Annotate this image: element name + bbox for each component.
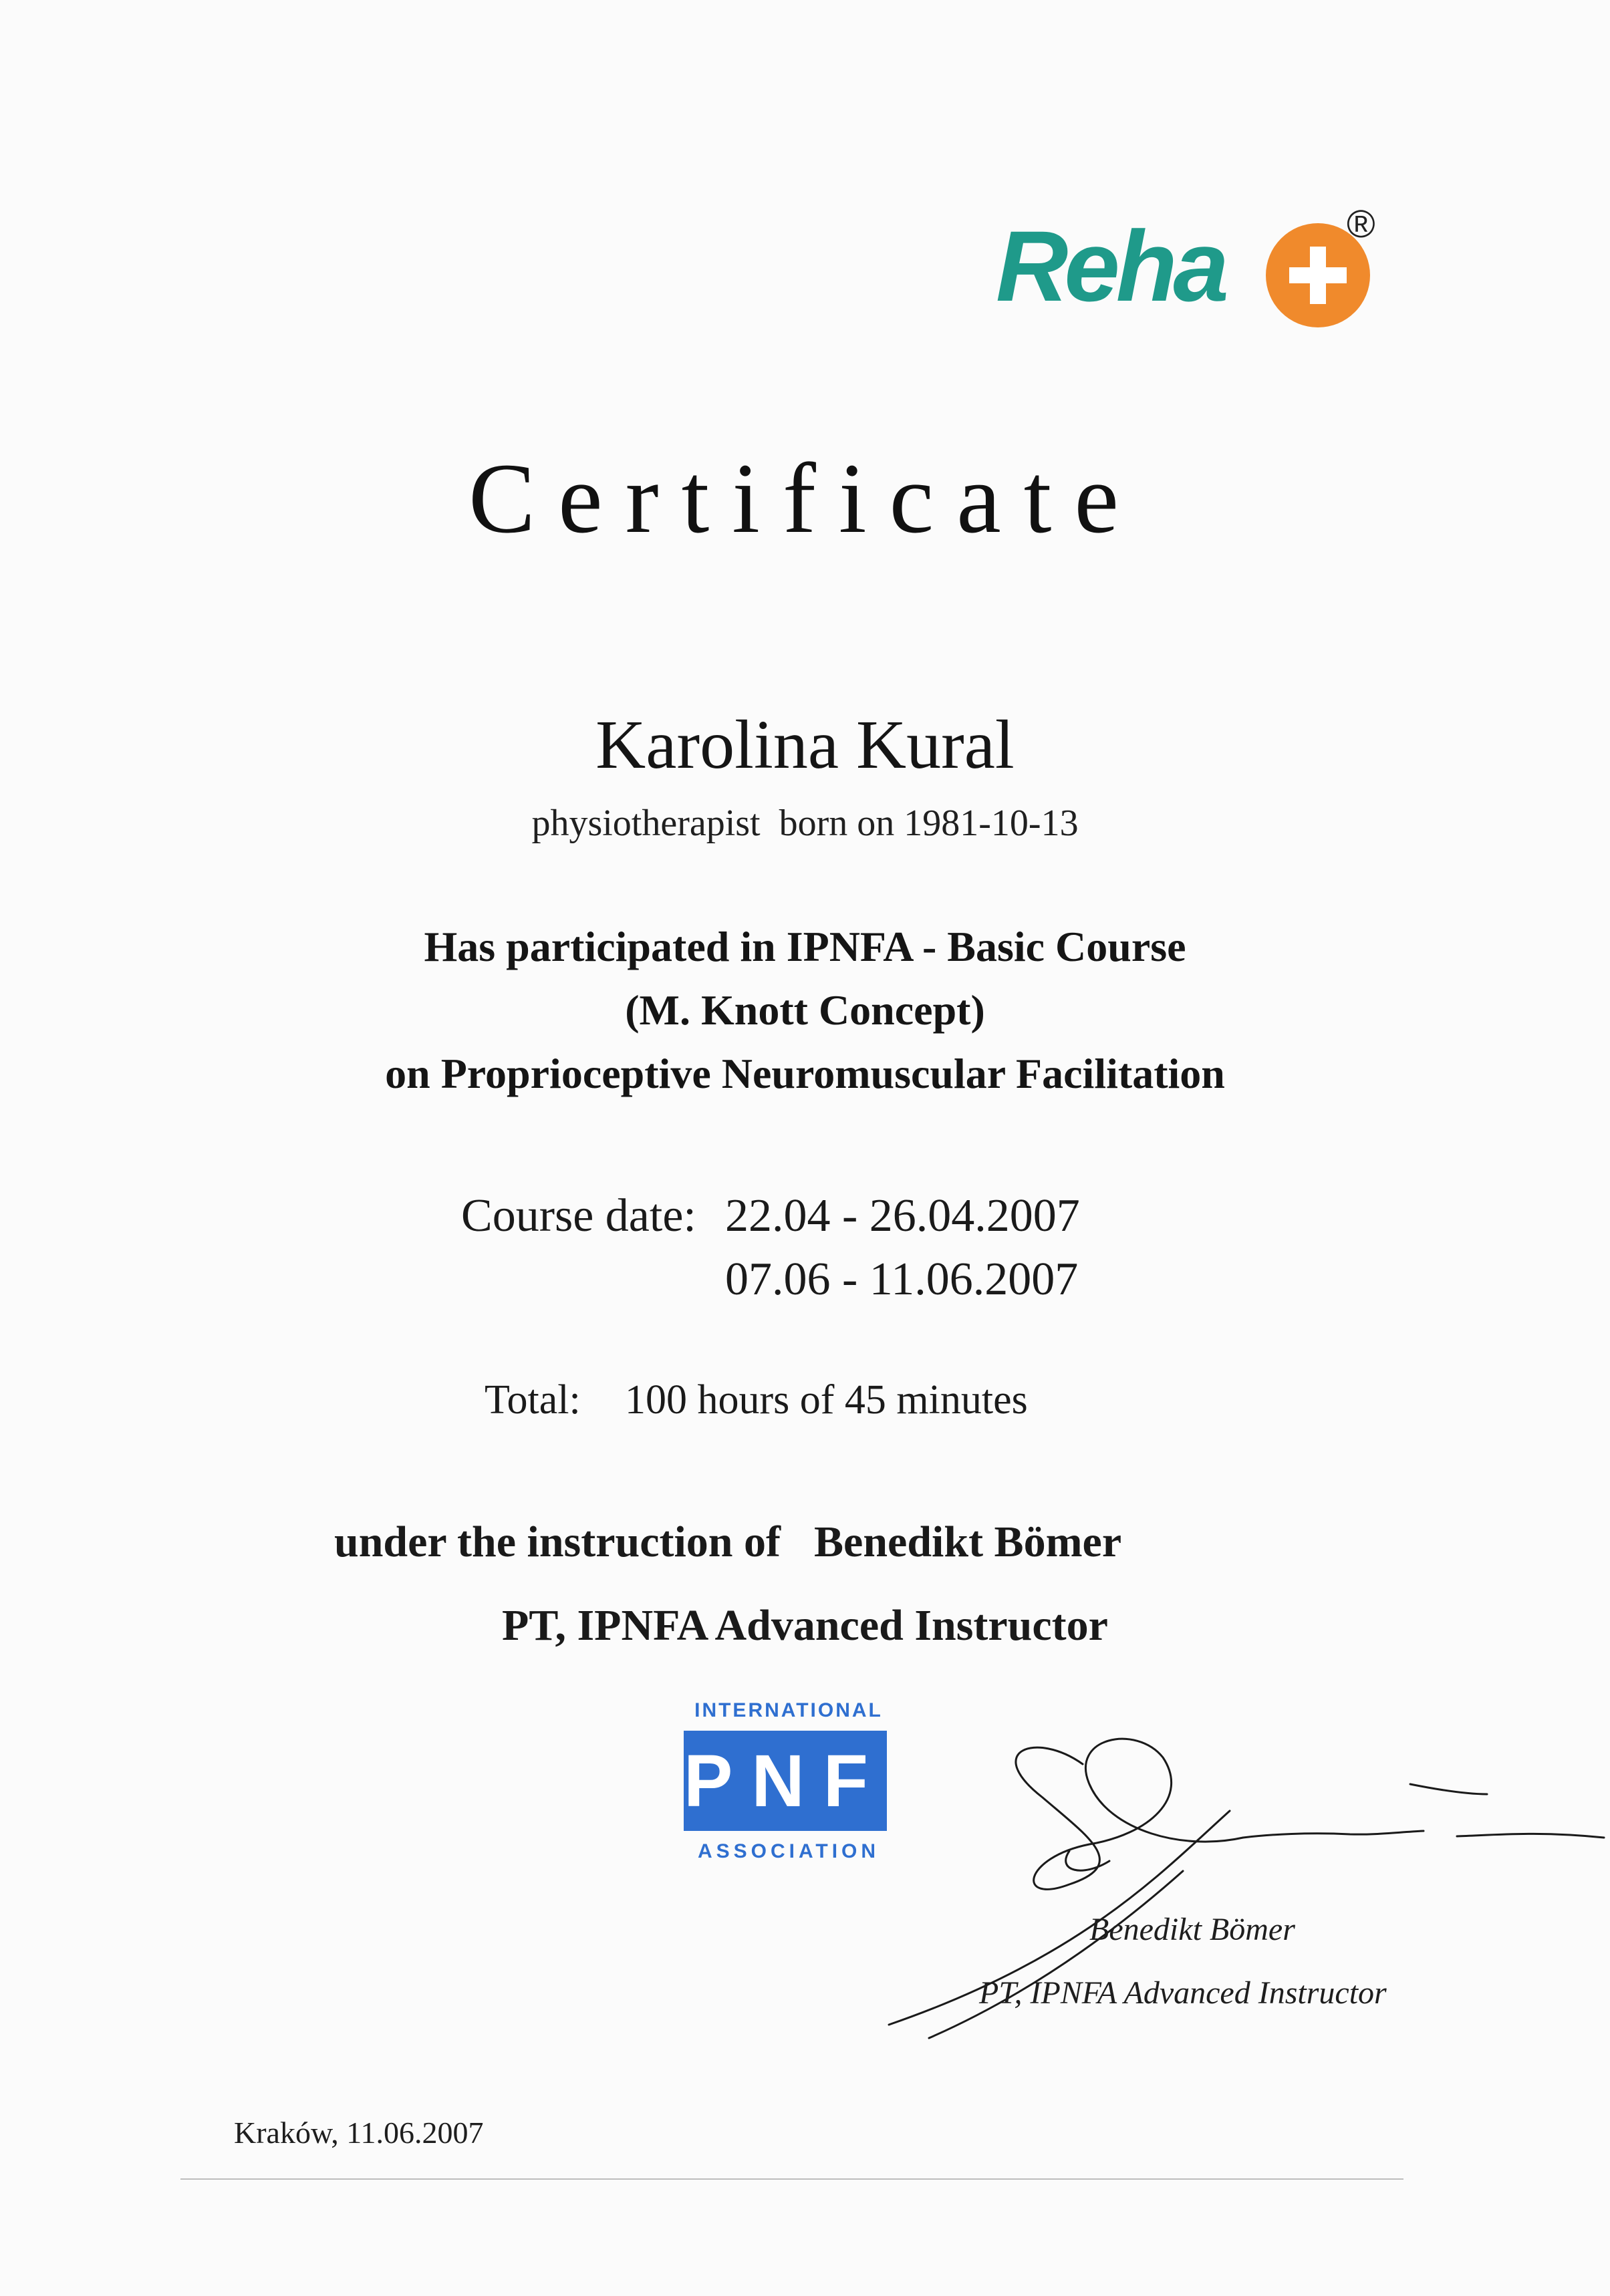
total-value: 100 hours of 45 minutes: [625, 1377, 1028, 1423]
pnf-logo-top-text: INTERNATIONAL: [694, 1699, 883, 1721]
course-date-range-1: 22.04 - 26.04.2007: [725, 1190, 1080, 1242]
place-and-date: Kraków, 11.06.2007: [234, 2116, 484, 2150]
reha-logo-text: Reha: [996, 210, 1225, 322]
reha-logo: [982, 194, 1424, 341]
instructor-name: Benedikt Bömer: [814, 1518, 1122, 1566]
participant-name: Karolina Kural: [595, 706, 1015, 783]
instruction-line: [334, 1517, 1121, 1568]
certificate-title: Certificate: [468, 443, 1142, 554]
total-hours: [485, 1377, 1028, 1424]
course-line-2: (M. Knott Concept): [625, 986, 985, 1034]
signature-name: Benedikt Bömer: [1089, 1912, 1295, 1947]
participant-description: physiotherapist born on 1981-10-13: [531, 803, 1079, 844]
instruction-prefix: under the instruction of: [334, 1518, 781, 1566]
course-line-3: on Proprioceptive Neuromuscular Facilitation: [385, 1050, 1225, 1097]
instructor-title: PT, IPNFA Advanced Instructor: [502, 1601, 1108, 1650]
signature-title: PT, IPNFA Advanced Instructor: [979, 1975, 1387, 2011]
footer-divider: [180, 2178, 1403, 2180]
pnf-logo-bottom-text: ASSOCIATION: [697, 1840, 880, 1862]
registered-mark: ®: [1347, 202, 1375, 246]
pnf-association-logo: [682, 1694, 896, 1868]
course-line-1: Has participated in IPNFA - Basic Course: [424, 923, 1186, 970]
pnf-logo-main-text: PNF: [684, 1740, 887, 1822]
course-date-label: Course date:: [461, 1190, 696, 1242]
total-label: Total:: [485, 1377, 581, 1423]
course-date-range-2: 07.06 - 11.06.2007: [725, 1254, 1079, 1305]
